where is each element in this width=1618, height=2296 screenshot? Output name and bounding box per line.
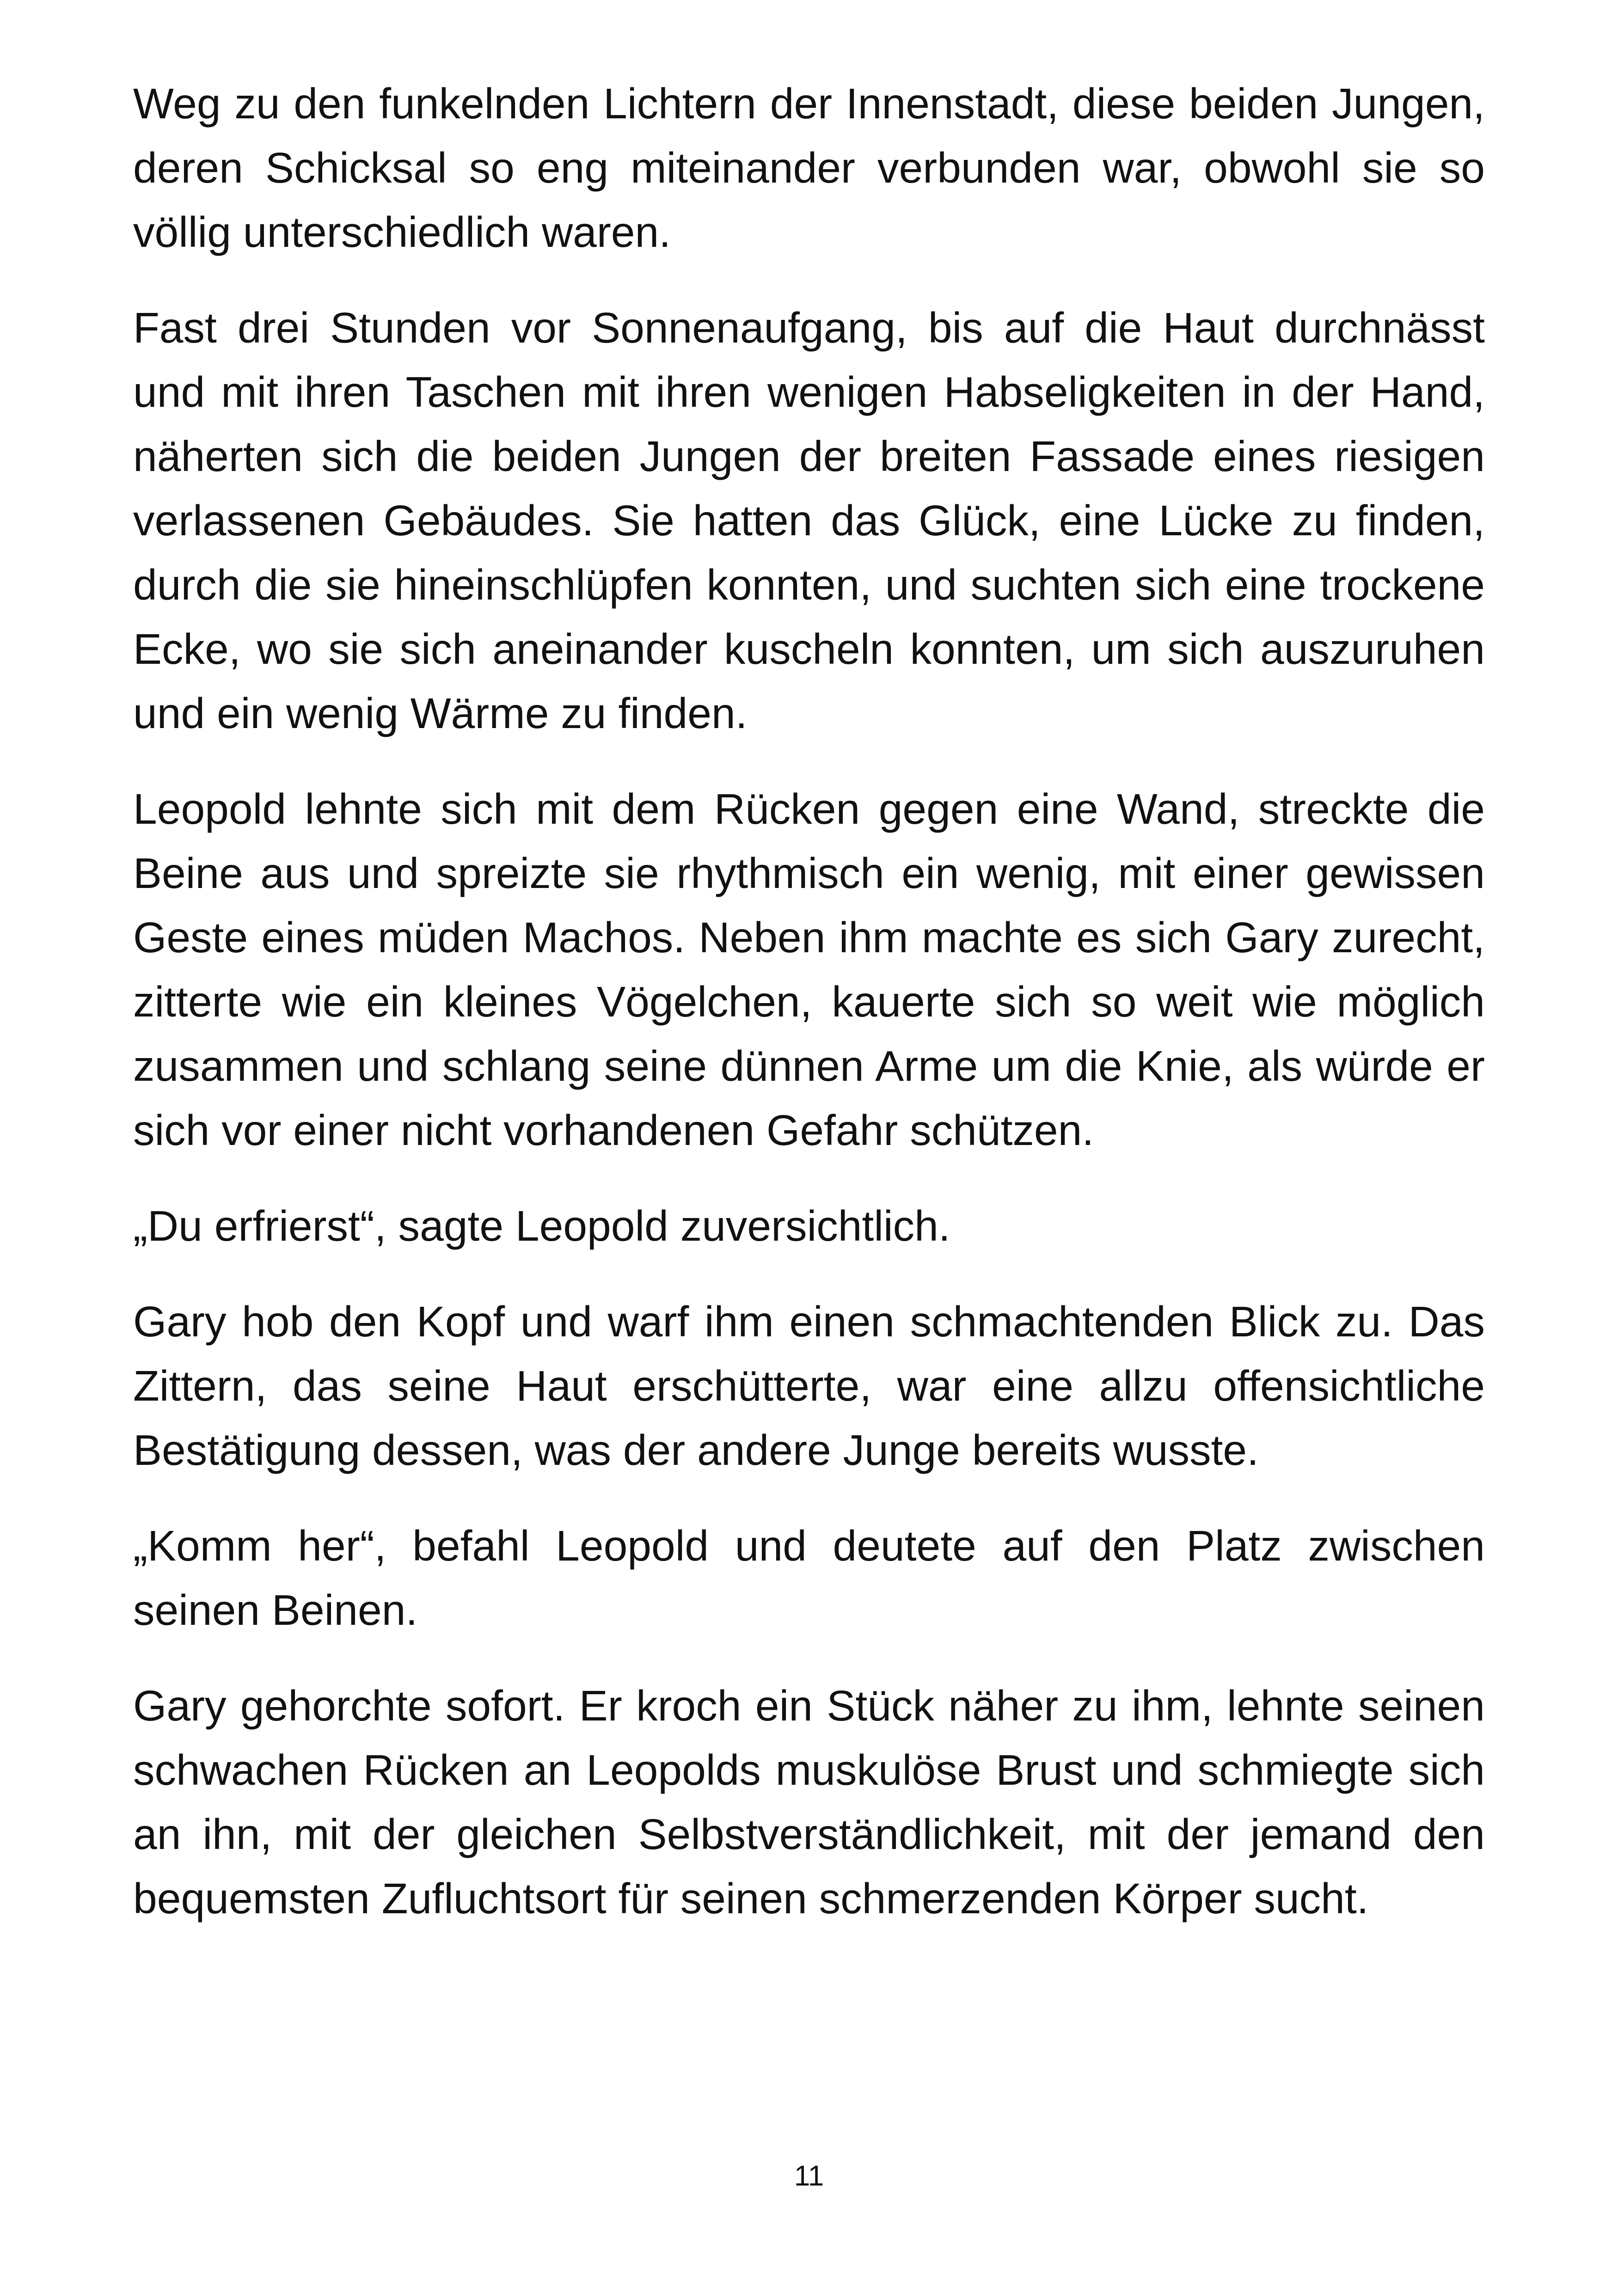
paragraph: Gary gehorchte sofort. Er kroch ein Stück näher zu ihm, lehnte seinen schwachen Rücken an Leopolds muskulöse Brust und schmiegte sich an ihn, mit der gleichen Selbstverständlichkeit, mit der jemand den bequemsten Zufluchtsort für seinen schmerzenden Körper sucht. xyxy=(133,1682,1485,1923)
body-text xyxy=(133,72,1485,1962)
paragraph: Gary hob den Kopf und warf ihm einen schmachtenden Blick zu. Das Zittern, das seine Haut erschütterte, war eine allzu offensichtliche Bestätigung dessen, was der andere Junge bereits wusste. xyxy=(133,1298,1485,1474)
paragraph: Leopold lehnte sich mit dem Rücken gegen eine Wand, streckte die Beine aus und spreizte sie rhythmisch ein wenig, mit einer gewissen Geste eines müden Machos. Neben ihm machte es sich Gary zurecht, zitterte wie ein kleines Vögelchen, kauerte sich so weit wie möglich zusammen und schlang seine dünnen Arme um die Knie, als würde er sich vor einer nicht vorhandenen Gefahr schützen. xyxy=(133,785,1485,1154)
paragraph: „Komm her“, befahl Leopold und deutete auf den Platz zwischen seinen Beinen. xyxy=(133,1522,1485,1634)
paragraph: Weg zu den funkelnden Lichtern der Innenstadt, diese beiden Jungen, deren Schicksal so eng miteinander verbunden war, obwohl sie so völlig unterschiedlich waren. xyxy=(133,80,1485,256)
paragraph: Fast drei Stunden vor Sonnenaufgang, bis auf die Haut durchnässt und mit ihren Taschen mit ihren wenigen Habseligkeiten in der Hand, näherten sich die beiden Jungen der breiten Fassade eines riesigen verlassenen Gebäudes. Sie hatten das Glück, eine Lücke zu finden, durch die sie hineinschlüpfen konnten, und suchten sich eine trockene Ecke, wo sie sich aneinander kuscheln konnten, um sich auszuruhen und ein wenig Wärme zu finden. xyxy=(133,304,1485,737)
page-number: 11 xyxy=(794,2160,824,2192)
paragraph: „Du erfrierst“, sagte Leopold zuversichtlich. xyxy=(133,1202,950,1250)
